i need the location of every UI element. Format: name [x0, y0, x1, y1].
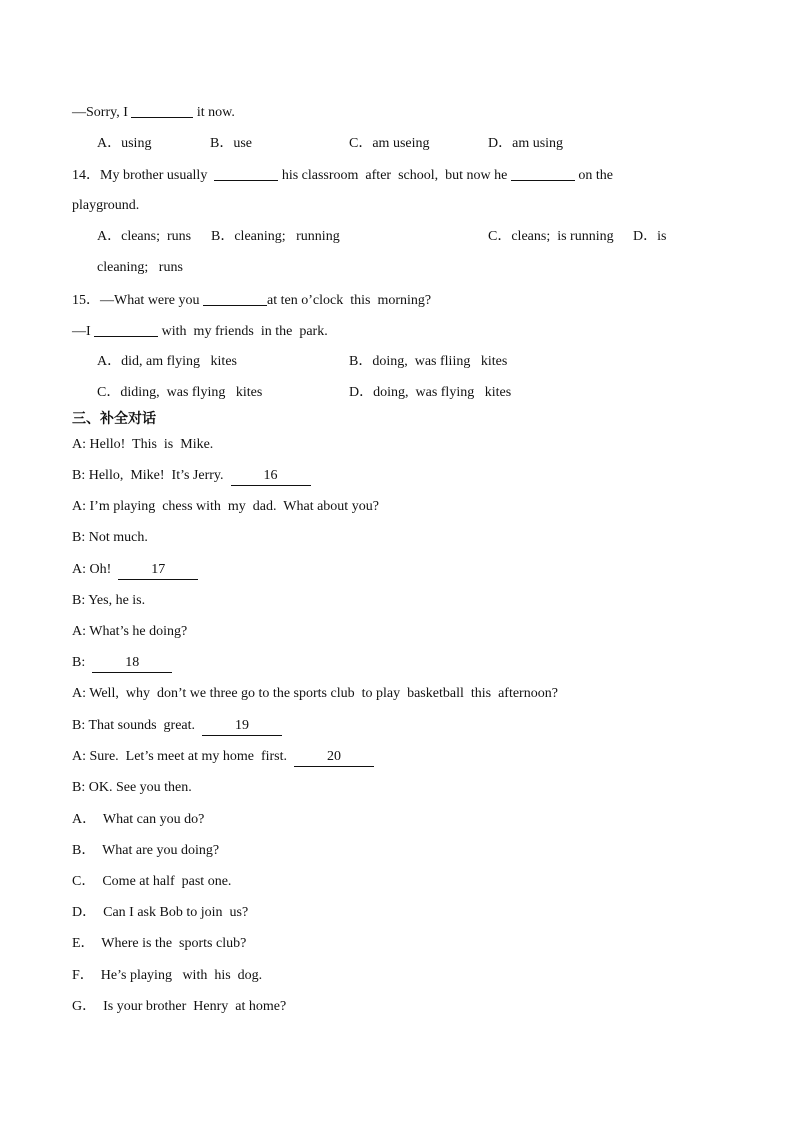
- dialogue-line: A: Oh! 17: [72, 561, 198, 580]
- choice-g[interactable]: G． Is your brother Henry at home?: [72, 999, 287, 1014]
- choice-e[interactable]: E． Where is the sports club?: [72, 936, 247, 951]
- choice-f[interactable]: F． He’s playing with his dog.: [72, 968, 263, 983]
- q15-line: 15．—What were you at ten o’clock this morning?: [72, 293, 432, 308]
- answer-blank-17[interactable]: 17: [118, 561, 198, 580]
- answer-blank-19[interactable]: 19: [202, 717, 282, 736]
- choice-b[interactable]: B． What are you doing?: [72, 843, 220, 858]
- section-heading: 三、补全对话: [72, 411, 156, 427]
- dialogue-line: B: That sounds great. 19: [72, 717, 282, 736]
- answer-blank[interactable]: [214, 166, 278, 181]
- dialogue-line: A: I’m playing chess with my dad. What about you?: [72, 499, 379, 514]
- q14-option-c[interactable]: C．cleans; is running: [488, 229, 614, 244]
- dialogue-line: B: Yes, he is.: [72, 593, 146, 608]
- q13-option-b[interactable]: B．use: [210, 136, 252, 151]
- q15-option-a[interactable]: A．did, am flying kites: [97, 354, 237, 369]
- q13-option-a[interactable]: A．using: [97, 136, 152, 151]
- q14-option-a[interactable]: A．cleans; runs: [97, 229, 192, 244]
- answer-blank-20[interactable]: 20: [294, 748, 374, 767]
- q14-option-d-cont[interactable]: cleaning; runs: [97, 260, 183, 275]
- answer-blank[interactable]: [131, 103, 193, 118]
- answer-blank[interactable]: [94, 322, 158, 337]
- choice-a[interactable]: A． What can you do?: [72, 812, 205, 827]
- q14-line-2: playground.: [72, 198, 140, 213]
- dialogue-line: B: Not much.: [72, 530, 148, 545]
- q13-option-c[interactable]: C．am useing: [349, 136, 430, 151]
- q15-option-c[interactable]: C．diding, was flying kites: [97, 385, 263, 400]
- dialogue-line: B: 18: [72, 654, 172, 673]
- q15-line-2: —I with my friends in the park.: [72, 324, 328, 339]
- answer-blank-16[interactable]: 16: [231, 467, 311, 486]
- q14-option-d[interactable]: D．is: [633, 229, 667, 244]
- dialogue-line: B: Hello, Mike! It’s Jerry. 16: [72, 467, 311, 486]
- dialogue-line: A: Hello! This is Mike.: [72, 437, 214, 452]
- q14-line: 14．My brother usually his classroom after school, but now he on the: [72, 168, 613, 183]
- choice-c[interactable]: C． Come at half past one.: [72, 874, 232, 889]
- q13-option-d[interactable]: D．am using: [488, 136, 564, 151]
- q14-option-b[interactable]: B．cleaning; running: [211, 229, 340, 244]
- q15-option-b[interactable]: B．doing, was fliing kites: [349, 354, 508, 369]
- q13-line: —Sorry, I it now.: [72, 105, 235, 120]
- dialogue-line: B: OK. See you then.: [72, 780, 192, 795]
- dialogue-line: A: What’s he doing?: [72, 624, 188, 639]
- dialogue-line: A: Well, why don’t we three go to the sports club to play basketball this afternoon?: [72, 686, 558, 701]
- answer-blank[interactable]: [511, 166, 575, 181]
- dialogue-line: A: Sure. Let’s meet at my home first. 20: [72, 748, 374, 767]
- q15-option-d[interactable]: D．doing, was flying kites: [349, 385, 512, 400]
- answer-blank-18[interactable]: 18: [92, 654, 172, 673]
- answer-blank[interactable]: [203, 291, 267, 306]
- choice-d[interactable]: D． Can I ask Bob to join us?: [72, 905, 249, 920]
